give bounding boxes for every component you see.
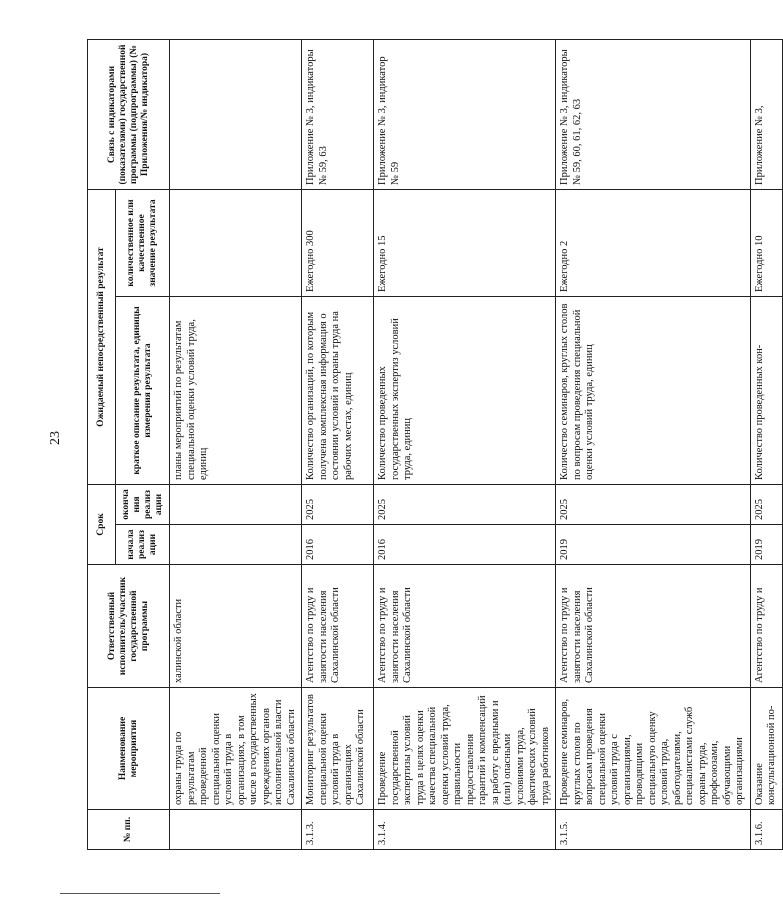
row-desc: Количество семинаров, круглых столов по вопросам проведения специальной оценки условий труда, единиц bbox=[556, 297, 751, 485]
row-name: Проведение семинаров, круглых столов по вопросам проведения специальной оценки условий труда с организациями, проводящими специальную оценку условий труда, работодателями, специалистами служб охраны труда, профсоюзами, обучающими организациями bbox=[556, 688, 751, 810]
row-name: Оказание консультационной по- bbox=[750, 688, 782, 810]
row-num: 3.1.3. bbox=[302, 810, 374, 850]
row-end: 2025 bbox=[556, 485, 751, 525]
row-start bbox=[170, 525, 302, 565]
row-desc: Количество проведенных кон- bbox=[750, 297, 782, 485]
row-executor: Агентство по труду и занятости населения Сахалинской области bbox=[302, 565, 374, 688]
scan-artifact-line bbox=[60, 893, 220, 894]
row-num: 3.1.4. bbox=[374, 810, 556, 850]
row-link: Приложение № 3, индикаторы № 59, 60, 61, 62, 63 bbox=[556, 40, 751, 190]
header-result: Ожидаемый непосредственный результат bbox=[88, 190, 116, 485]
row-name: охраны труда по результатам проведенной специальной оценки условий труда в организациях, в том числе в государственных учреждениях органов исполнительной власти Сахалинской области bbox=[170, 688, 302, 810]
row-start: 2019 bbox=[556, 525, 751, 565]
row-value: Ежегодно 15 bbox=[374, 190, 556, 297]
row-executor: Агентство по труду и bbox=[750, 565, 782, 688]
row-end: 2025 bbox=[374, 485, 556, 525]
table-row bbox=[170, 40, 302, 850]
row-executor: Агентство по труду и занятости населения Сахалинской области bbox=[374, 565, 556, 688]
row-num: 3.1.6. bbox=[750, 810, 782, 850]
measures-table bbox=[87, 39, 783, 850]
row-start: 2016 bbox=[374, 525, 556, 565]
row-link: Приложение № 3, индикаторы № 59, 63 bbox=[302, 40, 374, 190]
table-row bbox=[750, 40, 782, 850]
row-link: Приложение № 3, bbox=[750, 40, 782, 190]
header-executor: Ответственный исполнитель/участник государственной программы bbox=[88, 565, 170, 688]
header-term: Срок bbox=[88, 485, 116, 565]
table-row bbox=[302, 40, 374, 850]
table-row bbox=[556, 40, 751, 850]
header-name: Наименование мероприятия bbox=[88, 688, 170, 810]
row-desc: планы мероприятий по результатам специальной оценки условий труда, единиц bbox=[170, 297, 302, 485]
row-start: 2019 bbox=[750, 525, 782, 565]
row-end: 2025 bbox=[302, 485, 374, 525]
row-value bbox=[170, 190, 302, 297]
row-executor: Агентство по труду и занятости населения Сахалинской области bbox=[556, 565, 751, 688]
header-term-end: окончания реализации bbox=[116, 485, 170, 525]
header-term-start: начала реализации bbox=[116, 525, 170, 565]
rotated-table-wrapper bbox=[87, 40, 777, 850]
row-value: Ежегодно 300 bbox=[302, 190, 374, 297]
row-link bbox=[170, 40, 302, 190]
row-value: Ежегодно 2 bbox=[556, 190, 751, 297]
row-value: Ежегодно 10 bbox=[750, 190, 782, 297]
row-name: Проведение государственной экспертизы условий труда в целях оценки качества специальной оценки условий труда, правильности предоставления гарантий и компенсаций за работу с вредными и (или) опасными условиями труда, фактических условий труда работников bbox=[374, 688, 556, 810]
row-num: 3.1.5. bbox=[556, 810, 751, 850]
row-name: Мониторинг результатов специальной оценки условий труда в организациях Сахалинской области bbox=[302, 688, 374, 810]
header-num: № пп. bbox=[88, 810, 170, 850]
header-result-value: количественное или качественное значение результата bbox=[116, 190, 170, 297]
row-end: 2025 bbox=[750, 485, 782, 525]
row-end bbox=[170, 485, 302, 525]
row-executor: халинской области bbox=[170, 565, 302, 688]
header-link: Связь с индикаторами (показателями) государственной программы (подпрограммы) (№ Приложения/№ индикатора) bbox=[88, 40, 170, 190]
row-link: Приложение № 3, индикатор № 59 bbox=[374, 40, 556, 190]
row-desc: Количество организаций, по которым получена комплексная информация о состоянии условий и охраны труда на рабочих местах, единиц bbox=[302, 297, 374, 485]
table-row bbox=[374, 40, 556, 850]
page-number: 23 bbox=[48, 431, 63, 445]
row-start: 2016 bbox=[302, 525, 374, 565]
row-num bbox=[170, 810, 302, 850]
header-result-desc: краткое описание результата, единицы измерения результата bbox=[116, 297, 170, 485]
row-desc: Количество проведенных государственных экспертиз условий труда, единиц bbox=[374, 297, 556, 485]
